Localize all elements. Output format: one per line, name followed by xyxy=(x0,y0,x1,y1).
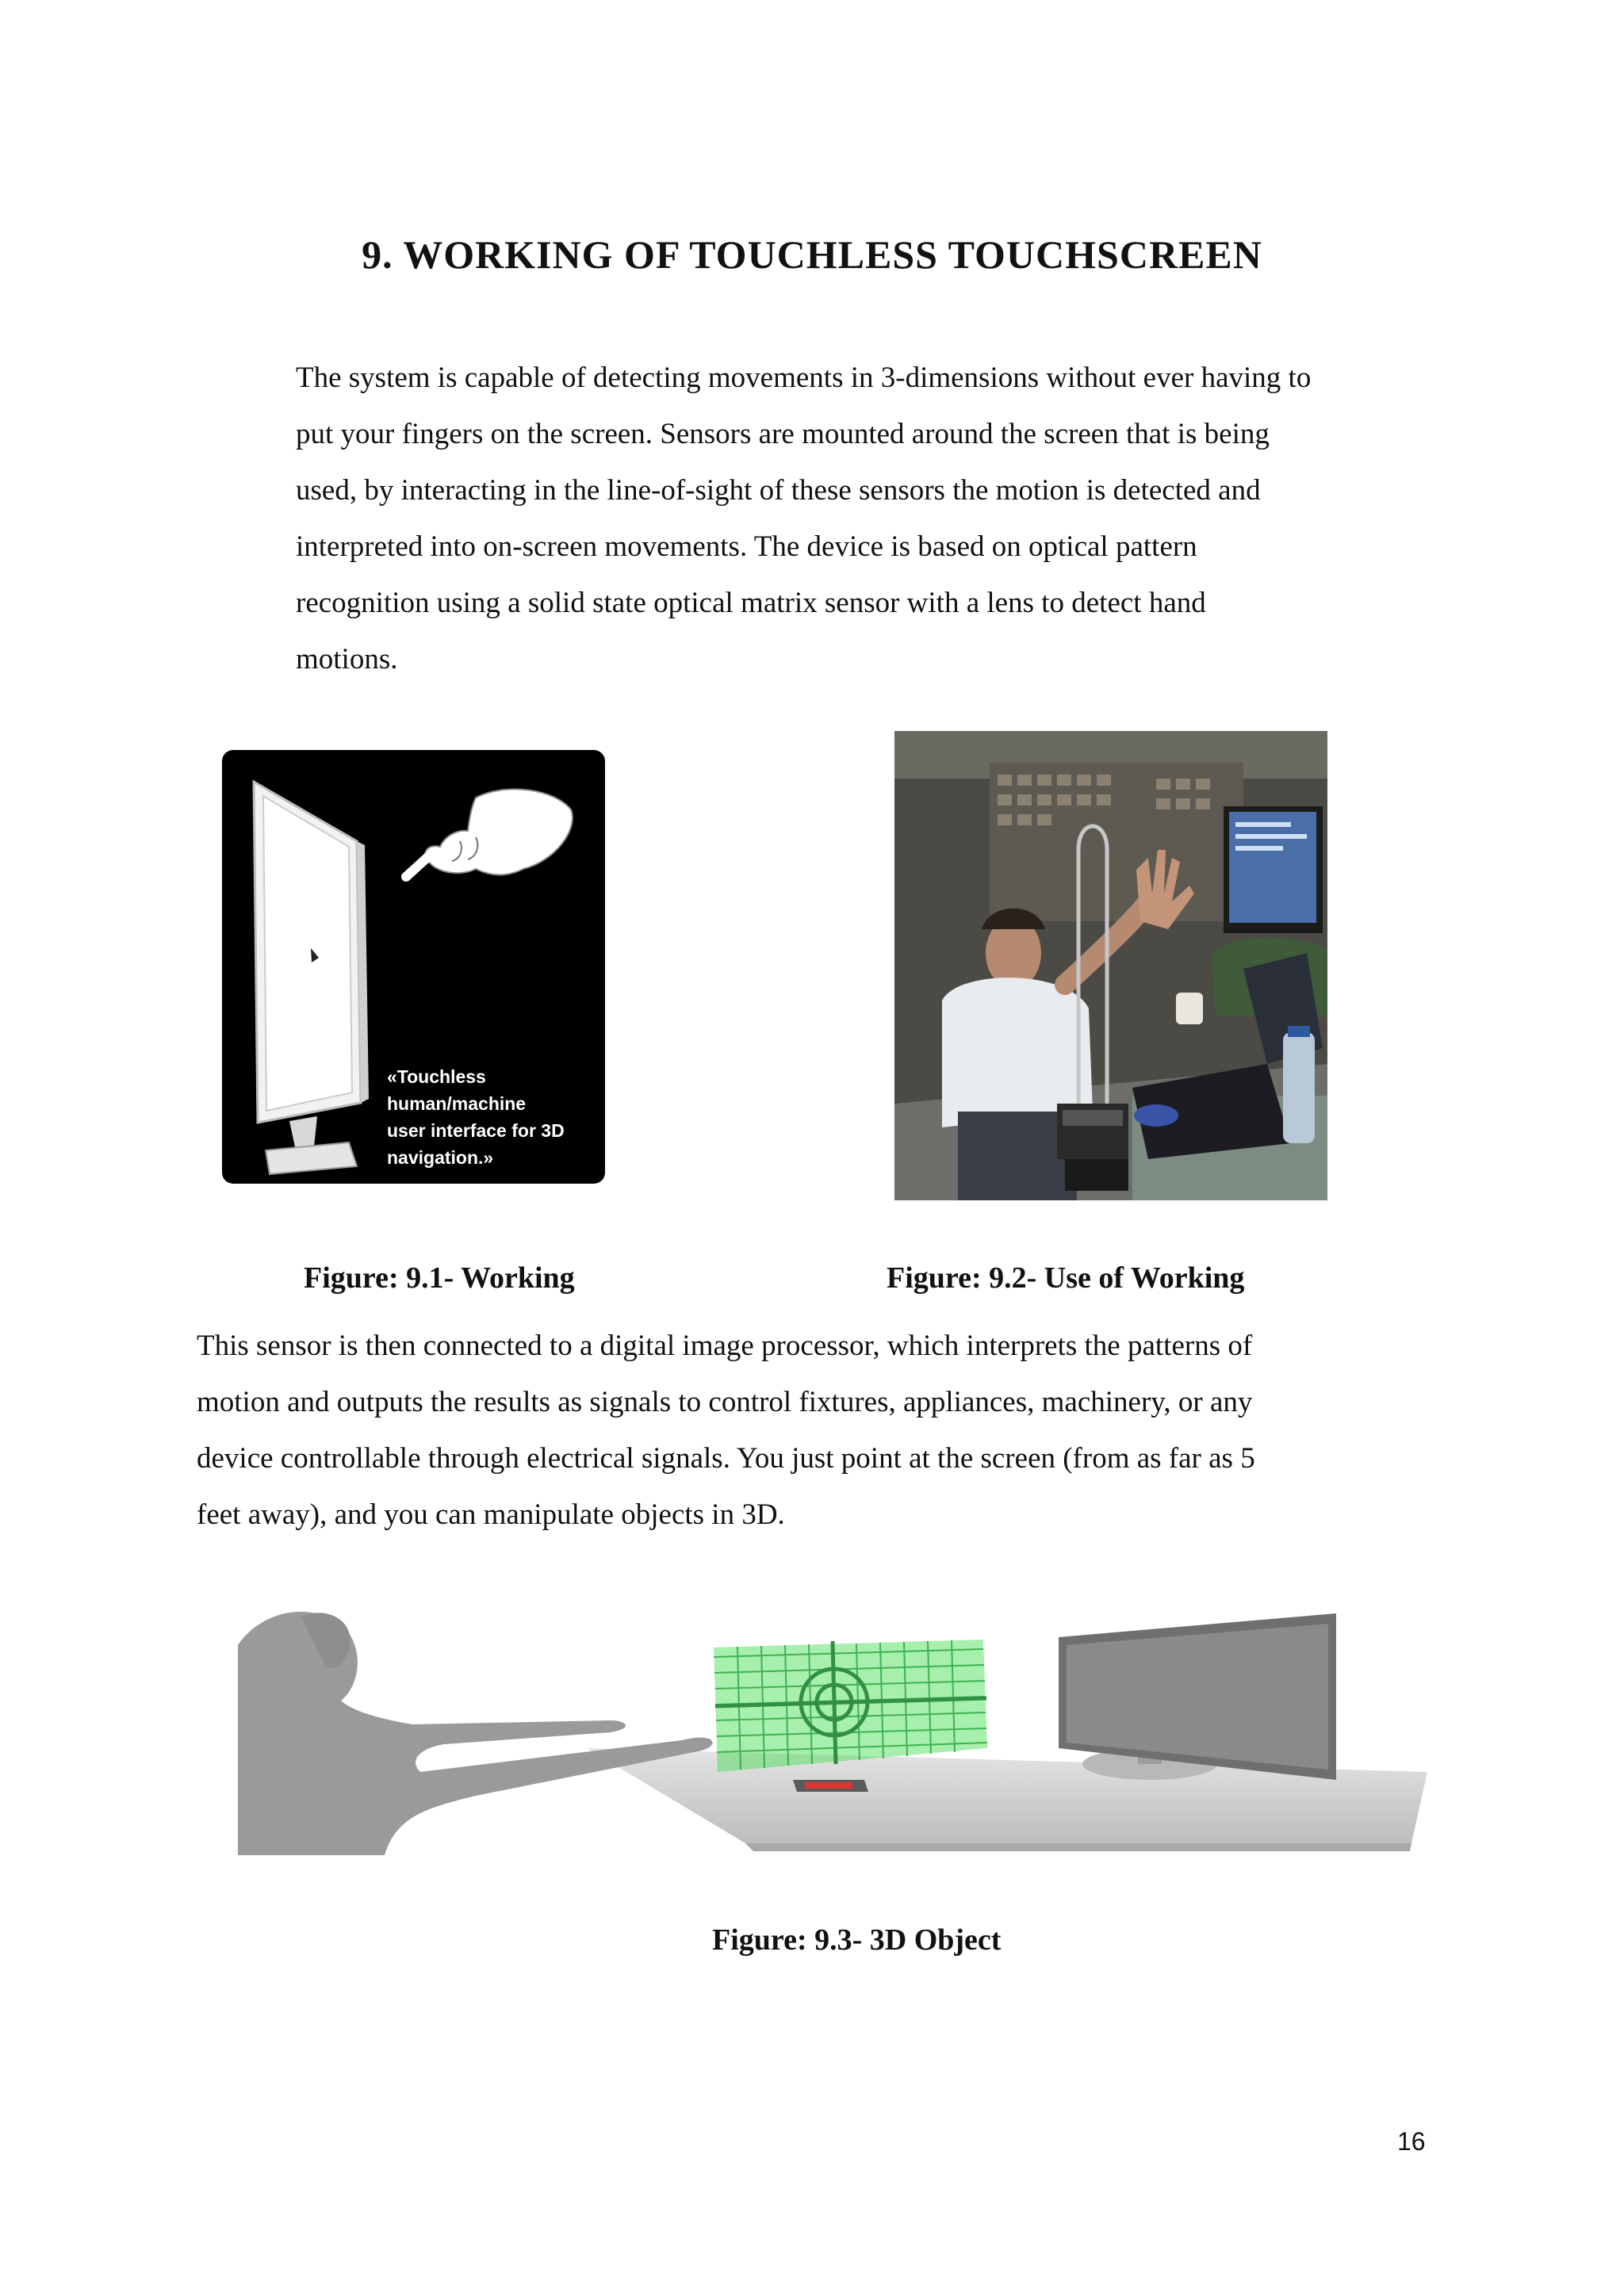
person-hologram-illustration xyxy=(238,1601,1443,1855)
figure-working-image-text: «Touchless human/machine user interface for 3D navigation.» xyxy=(387,1066,565,1168)
page-heading: 9. WORKING OF TOUCHLESS TOUCHSCREEN xyxy=(362,232,1262,277)
figure-use-of-working-caption: Figure: 9.2- Use of Working xyxy=(887,1261,1245,1295)
figure-working-image xyxy=(222,750,605,1184)
man-gesture-photo xyxy=(894,731,1327,1200)
figure-3d-object-caption: Figure: 9.3- 3D Object xyxy=(712,1923,1002,1957)
page-number: 16 xyxy=(1397,2127,1426,2156)
intro-paragraph: The system is capable of detecting movements in 3-dimensions without ever having to put your fingers on the screen. Sensors are mounted around the screen that is being used, by interacting in the line-of-sight of these sensors the motion is detected and interpreted into on-screen movements. The device is based on optical pattern recognition using a solid state optical matrix sensor with a lens to detect hand motions. xyxy=(296,362,1312,675)
sensor-paragraph: This sensor is then connected to a digital image processor, which interprets the patterns of motion and outputs the results as signals to control fixtures, appliances, machinery, or any device controllable through electrical signals. You just point at the screen (from as far as 5 feet away), and you can manipulate objects in 3D. xyxy=(197,1330,1255,1531)
figure-3d-object-image xyxy=(238,1601,1443,1855)
figure-working-caption: Figure: 9.1- Working xyxy=(304,1261,575,1295)
figure-use-of-working-image xyxy=(894,731,1327,1200)
